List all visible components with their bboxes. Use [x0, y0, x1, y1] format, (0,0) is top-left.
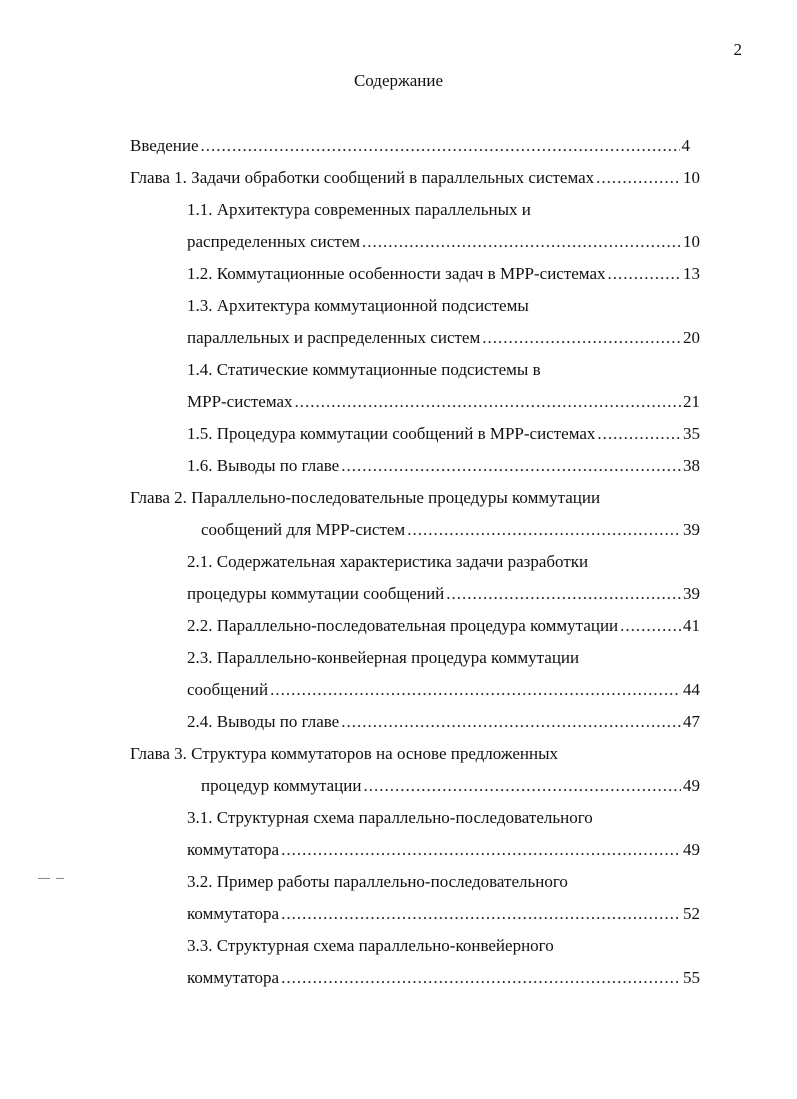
toc-entry-page: 47	[683, 712, 700, 731]
toc-entry-3-2-line-1[interactable]: 3.2. Пример работы параллельно-последовательного	[187, 872, 568, 891]
toc-entry-page: 39	[683, 584, 700, 603]
toc-entry-3-2[interactable]	[187, 898, 700, 930]
leader-dots	[362, 226, 681, 258]
toc-entry-page: 39	[683, 520, 700, 539]
toc-entry-label: 2.4. Выводы по главе	[187, 712, 340, 731]
toc-entry-label: 1.2. Коммутационные особенности задач в МРР-системах	[187, 264, 606, 283]
toc-entry-chapter-3-line-1[interactable]: Глава 3. Структура коммутаторов на основе предложенных	[130, 744, 559, 763]
leader-dots	[270, 674, 681, 706]
toc-entry-page: 49	[683, 776, 700, 795]
toc-entry-label: коммутатора	[187, 968, 280, 987]
toc-entry-label: распределенных систем	[187, 232, 361, 251]
toc-entry-label: 2.2. Параллельно-последовательная процедура коммутации	[187, 616, 619, 635]
toc-entry-introduction[interactable]	[130, 130, 690, 162]
toc-entry-chapter-2-line-1[interactable]: Глава 2. Параллельно-последовательные процедуры коммутации	[130, 488, 601, 507]
toc-entry-2-1-line-1[interactable]: 2.1. Содержательная характеристика задачи разработки	[187, 552, 589, 571]
toc-entry-label: 1.6. Выводы по главе	[187, 456, 340, 475]
toc-entry-page: 4	[681, 136, 690, 155]
toc-entry-label: параллельных и распределенных систем	[187, 328, 481, 347]
leader-dots	[597, 418, 681, 450]
toc-entry-page: 55	[683, 968, 700, 987]
toc-entry-label: сообщений для МРР-систем	[201, 520, 406, 539]
toc-entry-page: 10	[683, 168, 700, 187]
toc-entry-label: процедуры коммутации сообщений	[187, 584, 445, 603]
toc-entry-label: коммутатора	[187, 840, 280, 859]
toc-entry-label: МРР-системах	[187, 392, 293, 411]
leader-dots	[201, 130, 680, 162]
toc-entry-1-3[interactable]	[187, 322, 700, 354]
leader-dots	[608, 258, 682, 290]
toc-entry-1-3-line-1[interactable]: 1.3. Архитектура коммутационной подсистемы	[187, 296, 529, 315]
toc-entry-page: 44	[683, 680, 700, 699]
toc-entry-page: 41	[683, 616, 700, 635]
leader-dots	[446, 578, 681, 610]
toc-title: Содержание	[353, 71, 444, 90]
toc-entry-1-1[interactable]	[187, 226, 700, 258]
scan-artifact	[56, 878, 64, 879]
toc-entry-3-3-line-1[interactable]: 3.3. Структурная схема параллельно-конвейерного	[187, 936, 554, 955]
page-number: 2	[733, 40, 742, 59]
leader-dots	[281, 834, 681, 866]
leader-dots	[596, 162, 681, 194]
toc-entry-1-2[interactable]	[187, 258, 700, 290]
leader-dots	[281, 962, 681, 994]
toc-entry-3-1-line-1[interactable]: 3.1. Структурная схема параллельно-последовательного	[187, 808, 593, 827]
toc-entry-2-3-line-1[interactable]: 2.3. Параллельно-конвейерная процедура коммутации	[187, 648, 580, 667]
toc-entry-page: 20	[683, 328, 700, 347]
toc-entry-2-3[interactable]	[187, 674, 700, 706]
leader-dots	[363, 770, 681, 802]
toc-entry-chapter-2[interactable]	[201, 514, 700, 546]
toc-entry-label: сообщений	[187, 680, 269, 699]
toc-entry-1-5[interactable]	[187, 418, 700, 450]
toc-entry-page: 49	[683, 840, 700, 859]
toc-entry-2-2[interactable]	[187, 610, 700, 642]
toc-entry-page: 10	[683, 232, 700, 251]
toc-entry-chapter-3[interactable]	[201, 770, 700, 802]
toc-entry-page: 13	[683, 264, 700, 283]
toc-entry-1-4-line-1[interactable]: 1.4. Статические коммутационные подсистемы в	[187, 360, 541, 379]
toc-entry-label: коммутатора	[187, 904, 280, 923]
leader-dots	[341, 706, 681, 738]
toc-entry-1-1-line-1[interactable]: 1.1. Архитектура современных параллельных и	[187, 200, 531, 219]
toc-entry-label: 1.5. Процедура коммутации сообщений в МРР-системах	[187, 424, 596, 443]
toc-entry-2-4[interactable]	[187, 706, 700, 738]
toc-entry-2-1[interactable]	[187, 578, 700, 610]
toc-entry-label: Введение	[130, 136, 199, 155]
toc-entry-3-3[interactable]	[187, 962, 700, 994]
leader-dots	[620, 610, 681, 642]
toc-entry-page: 21	[683, 392, 700, 411]
toc-entry-label: процедур коммутации	[201, 776, 362, 795]
toc-entry-page: 35	[683, 424, 700, 443]
leader-dots	[295, 386, 681, 418]
leader-dots	[281, 898, 681, 930]
leader-dots	[341, 450, 681, 482]
toc-entry-1-4[interactable]	[187, 386, 700, 418]
toc-entry-page: 38	[683, 456, 700, 475]
toc-entry-3-1[interactable]	[187, 834, 700, 866]
leader-dots	[482, 322, 681, 354]
toc-entry-1-6[interactable]	[187, 450, 700, 482]
toc-entry-chapter-1[interactable]	[130, 162, 700, 194]
toc-entry-label: Глава 1. Задачи обработки сообщений в параллельных системах	[130, 168, 595, 187]
scan-artifact	[38, 878, 50, 879]
leader-dots	[407, 514, 681, 546]
toc-entry-page: 52	[683, 904, 700, 923]
